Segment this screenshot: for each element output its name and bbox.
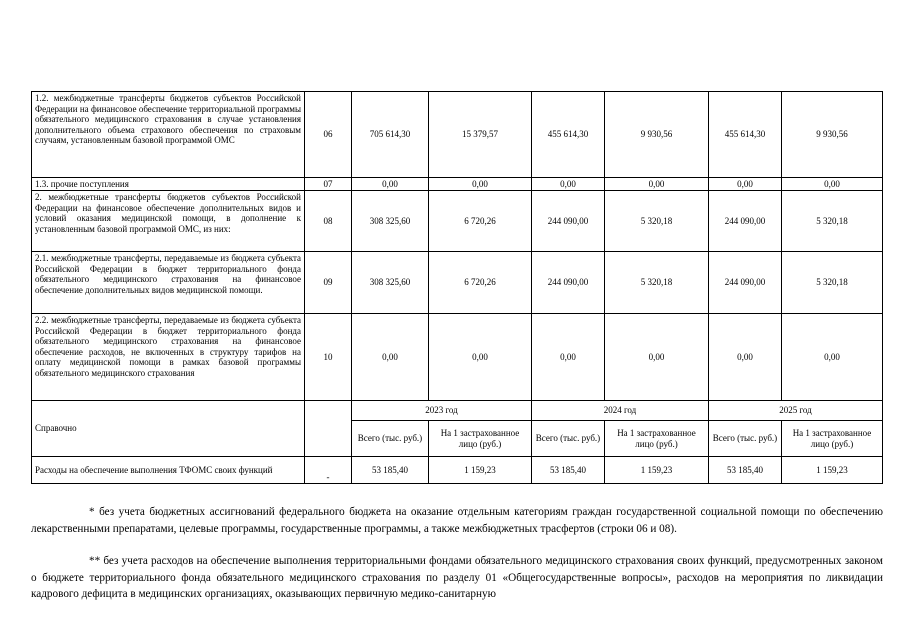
table-row: [32, 178, 883, 191]
row-code: 10: [305, 314, 352, 401]
footnote-1: * без учета бюджетных ассигнований федерального бюджета на оказание отдельным категориям граждан государственной социальной помощи по обеспечению лекарственными препаратами, целевые программы, государственные программы, а также межбюджетных трасфертов (строки 06 и 08).: [31, 506, 883, 535]
col-header-per-insured-2023: На 1 застрахованное лицо (руб.): [429, 421, 532, 457]
table-row: [32, 191, 883, 252]
value-2023-total: 53 185,40: [352, 457, 429, 484]
footnote-2: ** без учета расходов на обеспечение выполнения территориальными фондами обязательного медицинского страхования своих функций, предусмотренных законом о бюджете территориального фонда обязательного медицинского страхования по разделу 01 «Общегосударственные вопросы», расходов на мероприятия по ликвидации кадрового дефицита в медицинских организациях, оказывающих первичную медико-санитарную: [31, 555, 883, 600]
value-2024-per-insured: 1 159,23: [605, 457, 709, 484]
value-2025-per-insured: 5 320,18: [782, 252, 883, 314]
table-row: [32, 92, 883, 178]
col-header-total-2023: Всего (тыс. руб.): [352, 421, 429, 457]
row-code: -: [305, 457, 352, 484]
reference-label: Справочно: [32, 401, 305, 457]
row-description: 1.3. прочие поступления: [32, 178, 305, 191]
row-description: 1.2. межбюджетные трансферты бюджетов субъектов Российской Федерации на финансовое обеспечение территориальной программы обязательного медицинского страхования в случае установления дополнительного объема страхового обеспечения по страховым случаям, установленным базовой программой ОМС: [32, 92, 305, 178]
col-header-total-2024: Всего (тыс. руб.): [532, 421, 605, 457]
year-2025-header: 2025 год: [709, 401, 883, 421]
value-2023-per-insured: 0,00: [429, 314, 532, 401]
row-code: 07: [305, 178, 352, 191]
value-2024-total: 455 614,30: [532, 92, 605, 178]
table-row: [32, 314, 883, 401]
value-2024-per-insured: 5 320,18: [605, 191, 709, 252]
value-2025-total: 0,00: [709, 178, 782, 191]
row-description: 2. межбюджетные трансферты бюджетов субъектов Российской Федерации на финансовое обеспечение дополнительных видов и условий оказания медицинской помощи, в дополнение к установленным базовой программой ОМС, из них:: [32, 191, 305, 252]
value-2024-total: 53 185,40: [532, 457, 605, 484]
value-2025-per-insured: 0,00: [782, 314, 883, 401]
reference-years-row: [32, 401, 883, 421]
value-2025-per-insured: 9 930,56: [782, 92, 883, 178]
financing-table: [31, 91, 883, 484]
value-2025-per-insured: 0,00: [782, 178, 883, 191]
value-2023-total: 0,00: [352, 314, 429, 401]
row-description: Расходы на обеспечение выполнения ТФОМС своих функций: [32, 457, 305, 484]
value-2025-per-insured: 5 320,18: [782, 191, 883, 252]
value-2024-per-insured: 0,00: [605, 178, 709, 191]
row-description: 2.1. межбюджетные трансферты, передаваемые из бюджета субъекта Российской Федерации в бюджет территориального фонда обязательного медицинского страхования на финансовое обеспечение дополнительных видов медицинской помощи.: [32, 252, 305, 314]
value-2024-total: 0,00: [532, 314, 605, 401]
col-header-per-insured-2025: На 1 застрахованное лицо (руб.): [782, 421, 883, 457]
value-2023-per-insured: 15 379,57: [429, 92, 532, 178]
value-2025-total: 244 090,00: [709, 252, 782, 314]
col-header-total-2025: Всего (тыс. руб.): [709, 421, 782, 457]
value-2025-total: 244 090,00: [709, 191, 782, 252]
value-2024-per-insured: 5 320,18: [605, 252, 709, 314]
expense-row: [32, 457, 883, 484]
value-2023-per-insured: 6 720,26: [429, 252, 532, 314]
col-header-per-insured-2024: На 1 застрахованное лицо (руб.): [605, 421, 709, 457]
value-2023-per-insured: 6 720,26: [429, 191, 532, 252]
row-code: 08: [305, 191, 352, 252]
value-2023-total: 705 614,30: [352, 92, 429, 178]
year-2024-header: 2024 год: [532, 401, 709, 421]
row-description: 2.2. межбюджетные трансферты, передаваемые из бюджета субъекта Российской Федерации в бюджет территориального фонда обязательного медицинского страхования на финансовое обеспечение расходов, не включенных в структуру тарифов на оплату медицинской помощи в рамках базовой программы обязательного медицинского страхования: [32, 314, 305, 401]
value-2024-per-insured: 9 930,56: [605, 92, 709, 178]
value-2024-total: 0,00: [532, 178, 605, 191]
value-2024-total: 244 090,00: [532, 191, 605, 252]
value-2023-total: 308 325,60: [352, 191, 429, 252]
year-2023-header: 2023 год: [352, 401, 532, 421]
value-2025-per-insured: 1 159,23: [782, 457, 883, 484]
value-2023-total: 308 325,60: [352, 252, 429, 314]
row-code: 09: [305, 252, 352, 314]
value-2024-total: 244 090,00: [532, 252, 605, 314]
value-2023-per-insured: 1 159,23: [429, 457, 532, 484]
row-code: 06: [305, 92, 352, 178]
value-2023-per-insured: 0,00: [429, 178, 532, 191]
value-2025-total: 0,00: [709, 314, 782, 401]
reference-code-cell: [305, 401, 352, 457]
table-row: [32, 252, 883, 314]
value-2024-per-insured: 0,00: [605, 314, 709, 401]
value-2025-total: 455 614,30: [709, 92, 782, 178]
value-2025-total: 53 185,40: [709, 457, 782, 484]
value-2023-total: 0,00: [352, 178, 429, 191]
